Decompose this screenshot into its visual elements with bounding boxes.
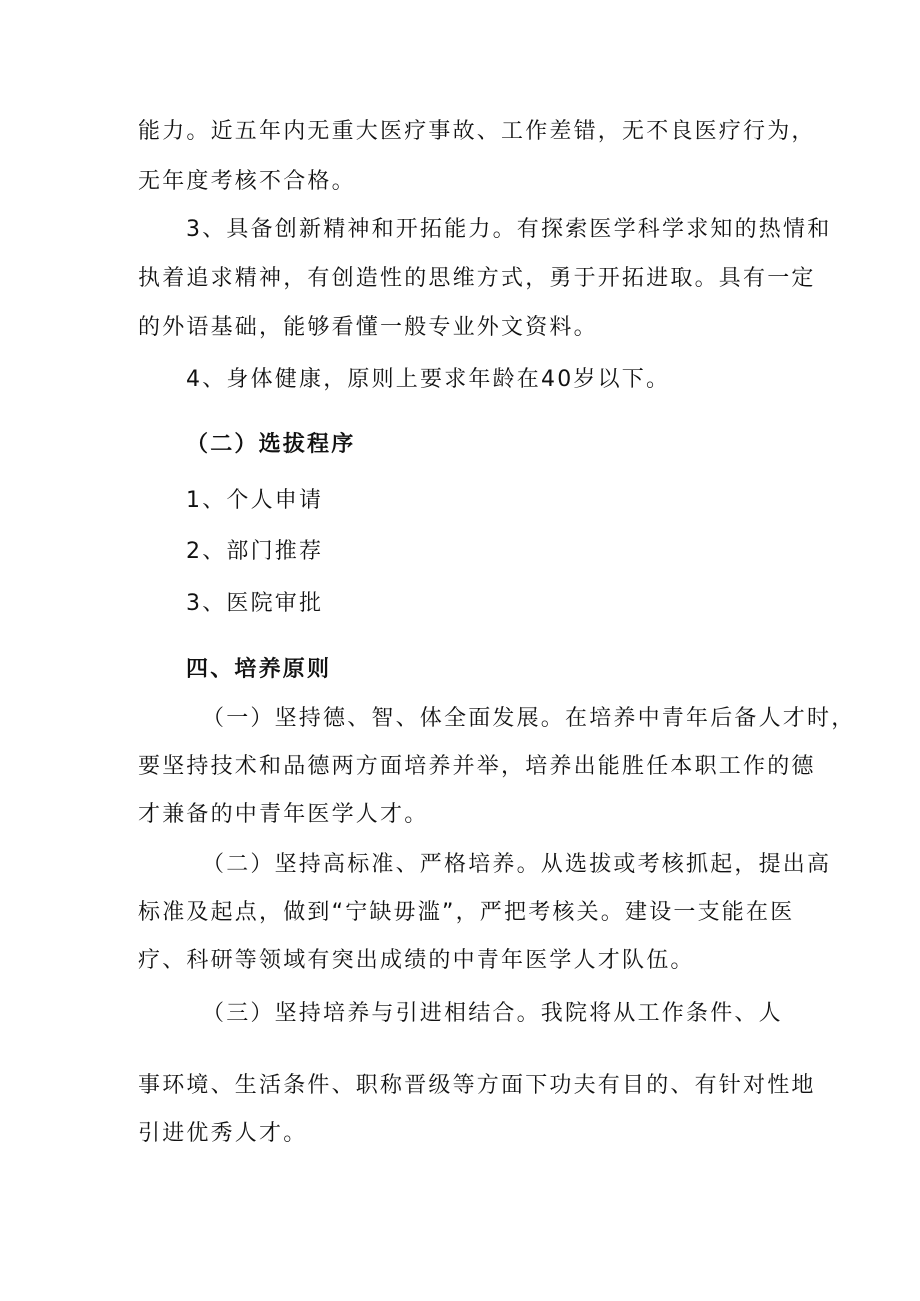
list-item: 3、医院审批 xyxy=(186,591,324,616)
section-heading: 四、培养原则 xyxy=(186,657,332,682)
paragraph-line: 疗、科研等领域有突出成绩的中青年医学人才队伍。 xyxy=(138,948,695,973)
paragraph-line: 要坚持技术和品德两方面培养并举，培养出能胜任本职工作的德 xyxy=(138,754,816,779)
list-item: 1、个人申请 xyxy=(186,488,324,513)
paragraph-line: 无年度考核不合格。 xyxy=(138,169,356,194)
section-heading: （二）选拔程序 xyxy=(186,432,356,457)
paragraph-line: （三）坚持培养与引进相结合。我院将从工作条件、人 xyxy=(202,1001,783,1026)
paragraph-line: 引进优秀人才。 xyxy=(138,1121,308,1146)
paragraph-line: （一）坚持德、智、体全面发展。在培养中青年后备人才时， xyxy=(202,706,856,731)
paragraph-line: 3、具备创新精神和开拓能力。有探索医学科学求知的热情和 xyxy=(186,217,832,242)
paragraph-line: 4、身体健康，原则上要求年龄在40岁以下。 xyxy=(186,367,671,392)
paragraph-line: 能力。近五年内无重大医疗事故、工作差错，无不良医疗行为， xyxy=(138,119,816,144)
paragraph-line: 事环境、生活条件、职称晋级等方面下功夫有目的、有针对性地 xyxy=(138,1073,816,1098)
paragraph-line: 标准及起点，做到“宁缺毋滥”，严把考核关。建设一支能在医 xyxy=(138,900,795,925)
list-item: 2、部门推荐 xyxy=(186,539,324,564)
paragraph-line: 的外语基础，能够看懂一般专业外文资料。 xyxy=(138,315,598,340)
paragraph-line: 才兼备的中青年医学人才。 xyxy=(138,802,429,827)
paragraph-line: 执着追求精神，有创造性的思维方式，勇于开拓进取。具有一定 xyxy=(138,266,816,291)
paragraph-line: （二）坚持高标准、严格培养。从选拔或考核抓起，提出高 xyxy=(202,852,832,877)
